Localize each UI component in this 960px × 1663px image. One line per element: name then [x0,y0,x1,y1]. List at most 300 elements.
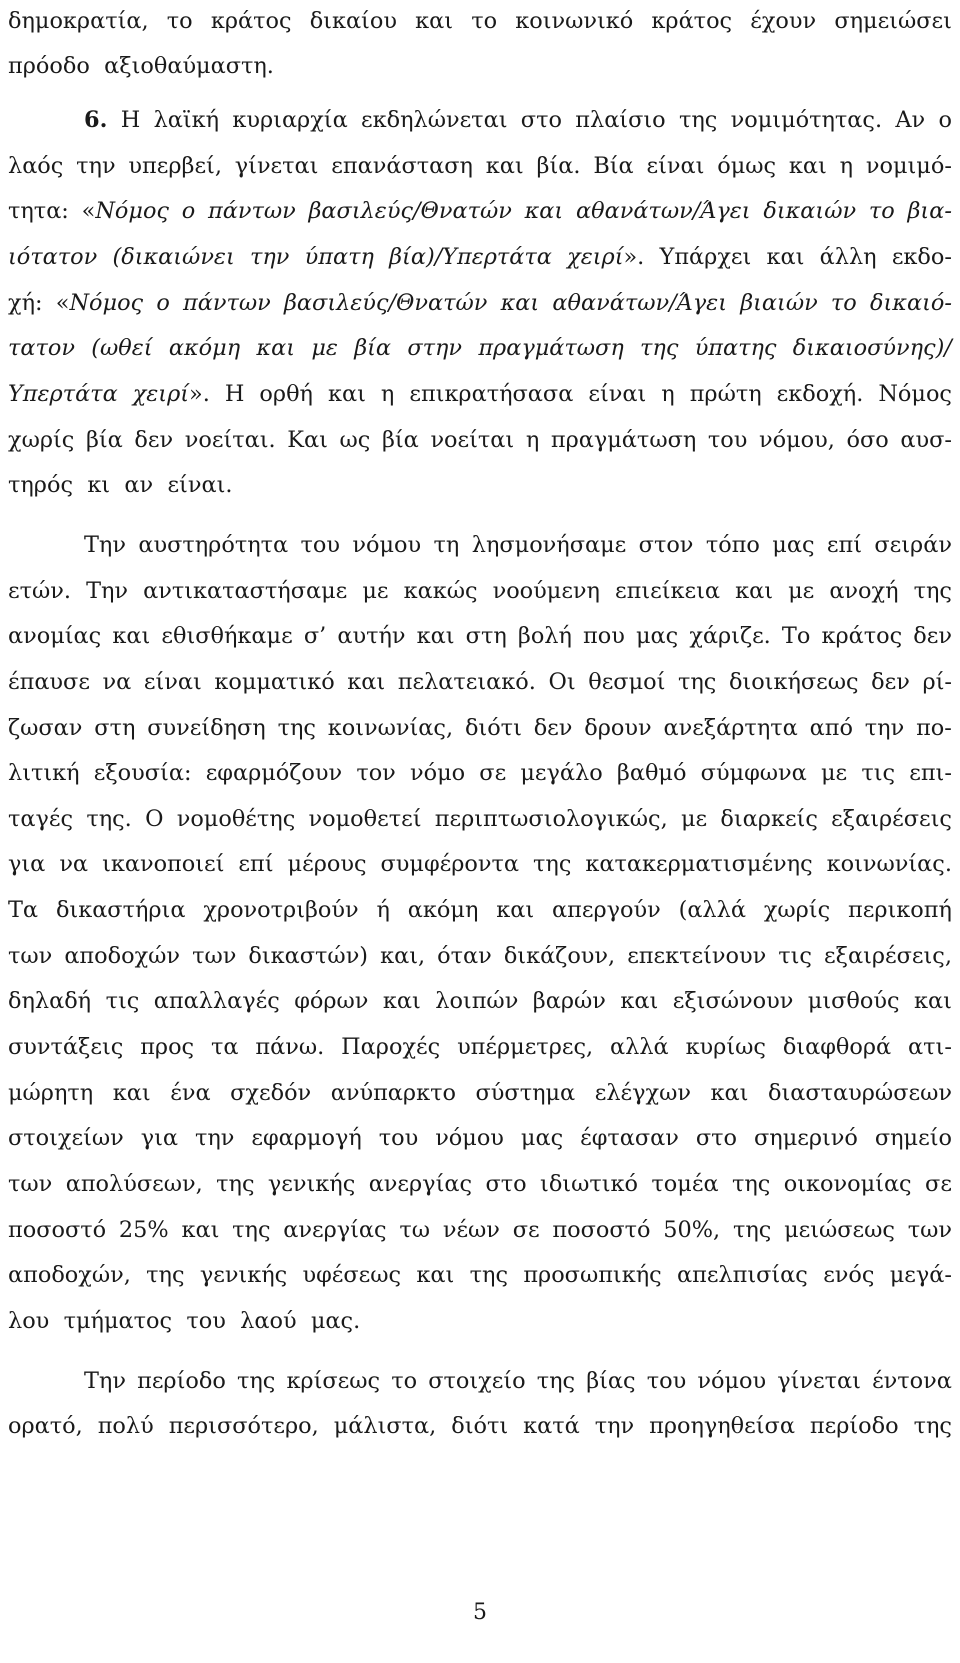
word [617,758,687,788]
word [331,1078,456,1108]
word-part: βία [381,427,419,453]
word-part: (δικαιώνει [112,244,235,270]
word [225,379,245,409]
word-part: αυστηρότητα [138,532,289,558]
text-line [8,333,952,363]
word-part: ανύπαρκτο [330,1080,456,1106]
word-part: και [524,198,564,224]
word-part: επανάσταση [331,153,473,179]
word-part: έχουν [750,8,817,34]
word [661,379,674,409]
word-part: θεσμοί [588,669,666,695]
word-part: στο [485,1171,527,1197]
word-part: σημερινό [754,1125,858,1151]
word [593,151,633,181]
word-part: του [378,1125,419,1151]
word-part: ». [189,381,210,407]
word [124,470,160,500]
word-part: Νόμος [878,381,952,407]
word [501,288,540,318]
word-part: των [192,943,237,969]
word-part: πο- [916,715,952,741]
word [235,151,319,181]
word-part: ποσοστό [8,1217,107,1243]
word-part: στοιχείο [428,1368,526,1394]
word-part: 50%, [663,1217,721,1243]
word [686,1032,766,1062]
word [8,576,71,606]
word-part: ο [938,107,952,133]
word [540,1169,638,1199]
word [354,333,391,363]
word [214,667,334,697]
word-part: στο [520,107,562,133]
word-part: διασταυρώσεων [767,1080,952,1106]
word [533,849,571,879]
word [119,1215,169,1245]
word [466,621,507,651]
word [146,1260,184,1290]
word [784,1215,895,1245]
word-part: σε [479,760,507,786]
word-part: ένα [170,1080,211,1106]
word-part: εκδηλώνεται [361,107,508,133]
word-part: απολύσεων, [65,1171,203,1197]
word [750,6,816,36]
word [8,288,43,318]
word [255,1032,324,1062]
word-part: όσο [846,427,889,453]
word [778,941,812,971]
word-part: ακόμη [407,897,479,923]
word-part: και [788,153,827,179]
word [827,530,862,560]
word-part: επεκτείνουν [627,943,767,969]
word [865,713,904,743]
word [8,470,80,500]
word-part: την [249,244,290,270]
word-part: Την [84,532,126,558]
word-part: και [416,1262,455,1288]
word-part: βία)/Υπερτάτα [389,244,552,270]
word [106,986,140,1016]
word [735,576,773,606]
word [525,196,564,226]
word [94,758,192,788]
word [820,242,877,272]
text-line [8,51,952,81]
word [311,333,338,363]
word-part: επί [238,851,274,877]
word-part: και [256,335,296,361]
word [380,941,425,971]
word [84,530,126,560]
text-line [8,1260,952,1290]
word [334,1411,437,1441]
word [352,530,421,560]
text-line [8,758,952,788]
word [398,667,536,697]
word-part: μας [635,623,679,649]
word-part: Τα [8,897,39,923]
word-part: βία [85,427,123,453]
word [690,379,762,409]
word-part: χειρί [567,244,624,270]
word [831,288,857,318]
word-part: αν [124,472,154,498]
word [211,6,292,36]
word [479,758,506,788]
word-part: εξισώνουν [672,988,794,1014]
word [415,6,453,36]
word [595,1078,691,1108]
word [732,1169,770,1199]
word [347,667,385,697]
word-part: πελατειακό. [397,669,536,695]
word [383,986,421,1016]
word [767,242,805,272]
word [627,941,766,971]
word-part: να [59,851,89,877]
word-part: και [181,1217,220,1243]
text-line [8,576,952,606]
word [8,1306,56,1336]
word [515,6,633,36]
word [651,1169,718,1199]
word-part: του [707,427,748,453]
word-part: πάντων [208,198,296,224]
word-part: της [732,1217,772,1243]
word [8,1123,124,1153]
word [340,425,371,455]
word-part: περικοπή [848,897,952,923]
word [740,288,818,318]
word-part: κατακερματισμένης [585,851,813,877]
word-part: υπέρμετρες, [457,1034,594,1060]
word [869,196,895,226]
word [82,196,169,226]
word-part: διαφθορά [782,1034,892,1060]
word-part: είναι. [167,472,233,498]
word [914,1411,952,1441]
word [8,804,73,834]
word-part: χωρίς [763,897,831,923]
word-part: βολή [517,623,572,649]
word-part: νομιμότητας. [730,107,883,133]
word [328,713,453,743]
word [523,1260,661,1290]
word [208,196,296,226]
word-part: δεν [871,669,910,695]
text-line [84,530,952,560]
word-part: με [362,578,389,604]
word-part: της [536,1368,576,1394]
word [185,425,276,455]
word-part: ορατό, [8,1413,83,1439]
word-part: δηλαδή [8,988,92,1014]
word-part: δικαστών) [248,943,369,969]
word [831,804,952,834]
word [457,1032,593,1062]
word [169,1411,319,1441]
word [471,6,497,36]
word [878,379,952,409]
word-part: την [194,1125,235,1151]
word-part: φόρων [294,988,369,1014]
word-part: 25% [118,1217,169,1243]
word [8,333,75,363]
word [113,1078,151,1108]
word-part: ανεξάρτητα [663,715,798,741]
word-part: ατι- [908,1034,952,1060]
word [156,288,169,318]
word [824,941,952,971]
word [238,849,273,879]
word [361,105,507,135]
word [8,51,97,81]
word [377,895,390,925]
word-part: ικανοποιεί [102,851,225,877]
word [408,895,479,925]
word-part: λαϊκή [153,107,220,133]
word [64,1306,180,1336]
word [793,333,952,363]
word [362,576,388,606]
word-part: βια- [907,198,952,224]
word [472,530,627,560]
word [890,1260,952,1290]
word [701,758,807,788]
word [416,1260,454,1290]
word-part: στην [407,335,463,361]
word [649,1411,795,1441]
word-part: το [830,290,857,316]
word [580,1123,679,1153]
word [647,151,705,181]
word-part: η [525,427,540,453]
word-part: ποσοστό [552,1217,651,1243]
word [678,667,716,697]
word [496,895,534,925]
text-line [8,379,952,409]
word [711,1078,749,1108]
word-part: μώρητη [8,1080,94,1106]
word-part: Η [224,381,245,407]
word [551,425,696,455]
word-part: με [820,760,848,786]
word [434,530,460,560]
word-part: πάνω. [255,1034,325,1060]
word [237,1366,275,1396]
word-part: άλλη [819,244,877,270]
word-part: γίνεται [777,1368,861,1394]
word [916,713,952,743]
word-part: « [81,198,96,224]
word-part: ». [623,244,645,270]
word [435,986,518,1016]
word [720,804,817,834]
text-line [8,713,952,743]
word-part: σχεδόν [230,1080,312,1106]
word [86,576,128,606]
word-part: γενικής [267,1171,356,1197]
word [900,425,952,455]
word-part: απαλλαγές [153,988,280,1014]
word-part: εξαιρέσεις, [824,943,952,969]
text-line [8,1215,952,1245]
word [521,105,562,135]
word [251,1123,361,1153]
word-part: ως [339,427,371,453]
word [925,1169,952,1199]
word-part: νομοθετεί [308,806,422,832]
word-part: και [766,244,805,270]
word [112,242,234,272]
word-part: τατον [8,335,75,361]
word-part: της [232,1217,271,1243]
word-part: μισθούς [807,988,900,1014]
word [847,425,889,455]
word [154,986,280,1016]
word-part: νόμου [435,1125,504,1151]
word [866,151,952,181]
word-part: και [112,1080,151,1106]
word [428,1366,525,1396]
word [493,576,600,606]
word-part: δικάζουν, [503,943,616,969]
word [908,1032,952,1062]
word [647,1366,686,1396]
word [533,986,606,1016]
word [731,105,882,135]
word-part: μας [520,1125,564,1151]
word-part: Νόμος [69,290,144,316]
word [871,667,910,697]
word [772,530,814,560]
word-part: Υπάρχει [659,244,752,270]
word-part: κρίσεως [286,1368,381,1394]
word [147,713,265,743]
word-part: εξουσία: [93,760,192,786]
word-part: της [678,107,718,133]
word-part: και [913,988,952,1014]
word-part: εφαρμόζουν [205,760,343,786]
word [518,621,572,651]
word-part: χή: [8,290,43,316]
word [651,6,732,36]
word-part: και [347,669,386,695]
word-part: επικρατήσασα [409,381,574,407]
text-line [8,895,952,925]
word [200,1260,287,1290]
word-part: αποδοχών [64,943,181,969]
word-part: επιείκεια [615,578,721,604]
word [8,1078,93,1108]
word-part: και [327,381,366,407]
word [823,1260,874,1290]
word [8,6,149,36]
word [717,151,776,181]
word [8,667,90,697]
word [8,621,101,651]
word [167,470,239,500]
word-part: (αλλά [678,897,746,923]
word-part: τα [211,1034,239,1060]
word-part: εκδο- [891,244,952,270]
word [520,758,602,788]
word [145,804,163,834]
word [143,576,347,606]
word [783,1032,891,1062]
word [588,379,646,409]
word [86,425,123,455]
word-part: κοινωνίας. [826,851,952,877]
word [103,667,132,697]
word-part: αυτήν [337,623,406,649]
text-line [8,151,952,181]
word [8,758,80,788]
word [782,621,810,651]
word-part: λαός [8,153,64,179]
word [437,941,492,971]
word [170,1078,210,1108]
word-part: περίοδο [137,1368,226,1394]
text-line [8,1078,952,1108]
word [87,470,117,500]
word [939,105,952,135]
word-part: περιπτωσιολογικώς, [434,806,668,832]
word-part: Και [287,427,328,453]
word [874,530,952,560]
word [8,713,82,743]
word [465,713,522,743]
word-part: του [300,532,341,558]
word-part: την [594,1413,635,1439]
word-part: γενικής [199,1262,288,1288]
text-line [8,1306,952,1336]
word [615,576,720,606]
word [8,849,45,879]
word-part: δεν [134,427,174,453]
word [8,986,91,1016]
word-part: τομέα [651,1171,719,1197]
word-part: σε [925,1171,952,1197]
word-part: πραγμάτωση [478,335,624,361]
word [829,576,898,606]
word-part: έντονα [872,1368,952,1394]
word-part: τόπο [705,532,760,558]
word [892,242,952,272]
word-part: τις [778,943,812,969]
word [907,196,951,226]
word-part: και [416,623,455,649]
word [138,530,288,560]
word [104,51,281,81]
word [169,333,240,363]
word-part: συνείδηση [147,715,266,741]
word [548,667,575,697]
word-part: κι [87,472,111,498]
word-part: δρουν [584,715,652,741]
word-part: την [864,715,905,741]
word-part: ύπατη [304,244,374,270]
word-part: νοούμενη [492,578,600,604]
word [8,196,69,226]
word-part: για [8,851,46,877]
word-part: των [8,943,53,969]
word-part: αποδοχών, [8,1262,131,1288]
word [308,196,511,226]
